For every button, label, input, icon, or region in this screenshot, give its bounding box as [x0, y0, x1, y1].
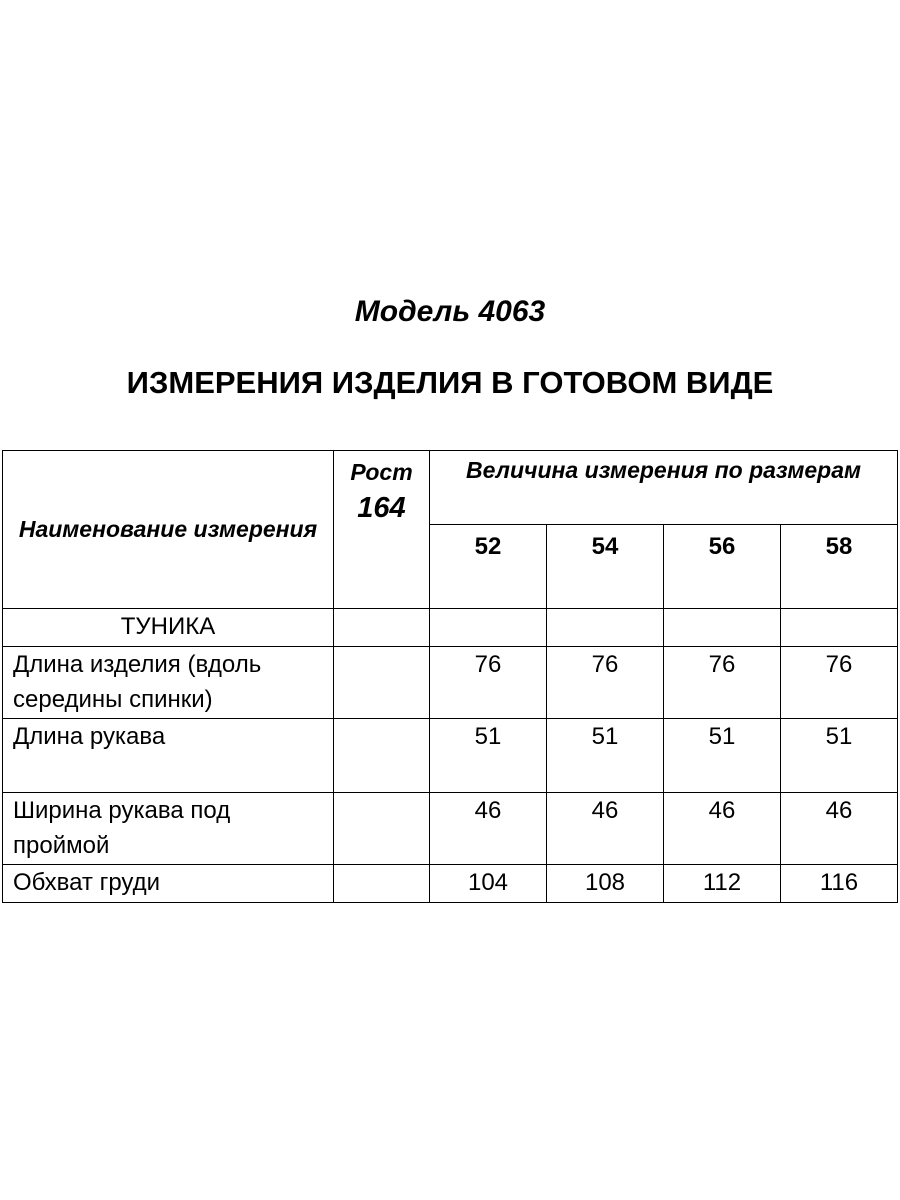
- row-value: 112: [664, 865, 781, 903]
- row-value: 76: [664, 647, 781, 719]
- row-height-value: [334, 865, 430, 903]
- empty-cell: [547, 609, 664, 647]
- height-value: 164: [357, 492, 406, 524]
- row-value: 46: [547, 793, 664, 865]
- table-row: [3, 865, 898, 903]
- row-value: 108: [547, 865, 664, 903]
- table-row: [3, 719, 898, 793]
- row-value: 116: [781, 865, 898, 903]
- size-54: 54: [547, 525, 664, 609]
- row-value: 51: [547, 719, 664, 793]
- table-row: [3, 793, 898, 865]
- row-value: 51: [781, 719, 898, 793]
- row-label: Ширина рукава под проймой: [3, 793, 334, 865]
- empty-cell: [430, 609, 547, 647]
- height-label: Рост: [350, 459, 413, 485]
- row-value: 46: [781, 793, 898, 865]
- row-value: 51: [430, 719, 547, 793]
- size-56: 56: [664, 525, 781, 609]
- section-label: ТУНИКА: [3, 609, 334, 647]
- row-value: 104: [430, 865, 547, 903]
- row-value: 76: [781, 647, 898, 719]
- header-row: [3, 451, 898, 525]
- size-58: 58: [781, 525, 898, 609]
- size-52: 52: [430, 525, 547, 609]
- row-label: Обхват груди: [3, 865, 334, 903]
- row-value: 76: [547, 647, 664, 719]
- row-height-value: [334, 793, 430, 865]
- sizes-header: Величина измерения по размерам: [430, 451, 898, 525]
- empty-cell: [334, 609, 430, 647]
- empty-cell: [664, 609, 781, 647]
- section-row: [3, 609, 898, 647]
- empty-cell: [781, 609, 898, 647]
- model-title: Модель 4063: [354, 295, 546, 328]
- height-header: [334, 451, 430, 609]
- measure-name-header: Наименование измерения: [3, 451, 334, 609]
- row-value: 46: [430, 793, 547, 865]
- measurements-table: [2, 450, 898, 903]
- row-value: 46: [664, 793, 781, 865]
- row-label: Длина изделия (вдоль середины спинки): [3, 647, 334, 719]
- row-height-value: [334, 647, 430, 719]
- table-row: [3, 647, 898, 719]
- row-value: 51: [664, 719, 781, 793]
- row-value: 76: [430, 647, 547, 719]
- page-title: ИЗМЕРЕНИЯ ИЗДЕЛИЯ В ГОТОВОМ ВИДЕ: [126, 365, 774, 400]
- row-height-value: [334, 719, 430, 793]
- row-label: Длина рукава: [3, 719, 334, 793]
